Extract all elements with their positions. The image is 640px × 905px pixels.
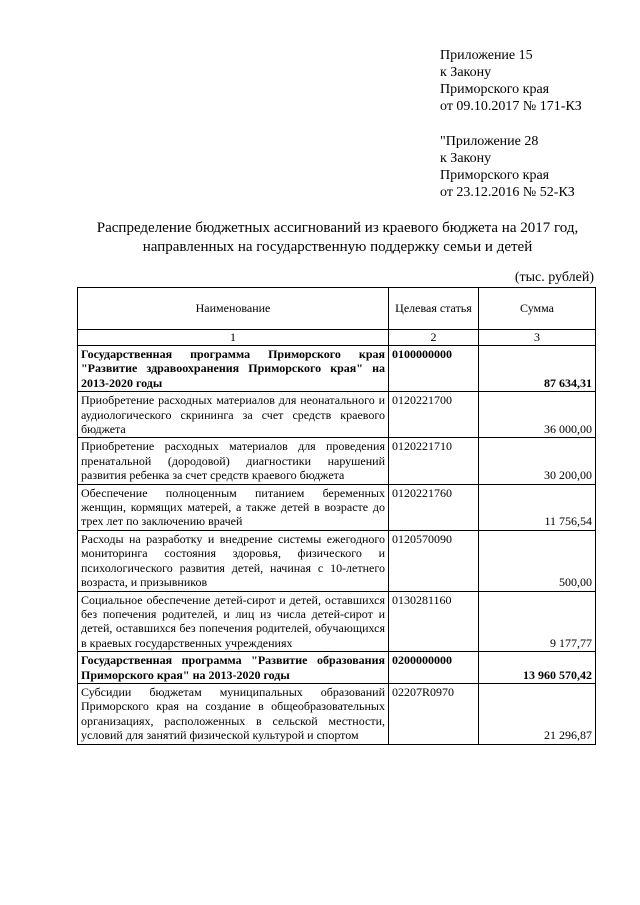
table-row [78,484,596,530]
row-name: Государственная программа "Развитие образования Приморского края" на 2013-2020 годы [78,652,389,684]
row-name: Приобретение расходных материалов для проведения пренатальной (дородовой) диагностики нарушений развития ребенка за счет средств краевого бюджета [78,438,389,484]
row-code: 0120221710 [389,438,479,484]
row-code: 0120221760 [389,484,479,530]
column-number: 1 [78,330,389,346]
appendix-reference-current [440,47,582,115]
table-row [78,652,596,684]
column-number-row [78,330,596,346]
budget-allocation-table [77,287,596,745]
appendix-line: к Закону [440,65,492,80]
row-code: 02207R0970 [389,683,479,744]
table-row [78,438,596,484]
row-name: Государственная программа Приморского края "Развитие здравоохранения Приморского края" на 2013-2020 годы [78,346,389,392]
row-code: 0120221700 [389,392,479,438]
table-row [78,530,596,591]
appendix-line: Приморского края [440,168,550,183]
table-row [78,392,596,438]
header-name: Наименование [78,288,389,330]
row-code: 0130281160 [389,591,479,652]
row-sum: 30 200,00 [479,438,596,484]
table-header-row [78,288,596,330]
row-sum: 13 960 570,42 [479,652,596,684]
appendix-line: Приложение 15 [440,48,533,63]
row-sum: 11 756,54 [479,484,596,530]
appendix-reference-amended [440,133,575,201]
title-line: Распределение бюджетных ассигнований из краевого бюджета на 2017 год, [96,220,579,236]
document-title [60,219,615,257]
row-sum: 9 177,77 [479,591,596,652]
column-number: 2 [389,330,479,346]
table-row [78,591,596,652]
appendix-line: от 09.10.2017 № 171-КЗ [440,99,582,114]
appendix-line: Приморского края [440,82,550,97]
units-label: (тыс. рублей) [514,270,594,285]
row-name: Субсидии бюджетам муниципальных образований Приморского края на создание в общеобразовательных организациях, расположенных в сельской местности, условий для занятий физической культурой и спортом [78,683,389,744]
row-name: Обеспечение полноценным питанием беременных женщин, кормящих матерей, а также детей в возрасте до трех лет по заключению врачей [78,484,389,530]
row-name: Приобретение расходных материалов для неонатального и аудиологического скрининга за счет средств краевого бюджета [78,392,389,438]
appendix-line: к Закону [440,151,492,166]
row-sum: 21 296,87 [479,683,596,744]
appendix-line: от 23.12.2016 № 52-КЗ [440,185,575,200]
title-line: направленных на государственную поддержку семьи и детей [142,239,533,255]
row-sum: 87 634,31 [479,346,596,392]
row-code: 0100000000 [389,346,479,392]
column-number: 3 [479,330,596,346]
row-name: Расходы на разработку и внедрение системы ежегодного мониторинга состояния здоровья, физического и психологического развития детей, начиная с 10-летнего возраста, и призывников [78,530,389,591]
table-row [78,683,596,744]
row-sum: 36 000,00 [479,392,596,438]
table-row [78,346,596,392]
row-sum: 500,00 [479,530,596,591]
appendix-line: "Приложение 28 [440,134,539,149]
header-code: Целевая статья [389,288,479,330]
row-code: 0120570090 [389,530,479,591]
row-name: Социальное обеспечение детей-сирот и детей, оставшихся без попечения родителей, и лиц из числа детей-сирот и детей, оставшихся без попечения родителей, обучающихся в краевых государственных учреждениях [78,591,389,652]
header-sum: Сумма [479,288,596,330]
row-code: 0200000000 [389,652,479,684]
